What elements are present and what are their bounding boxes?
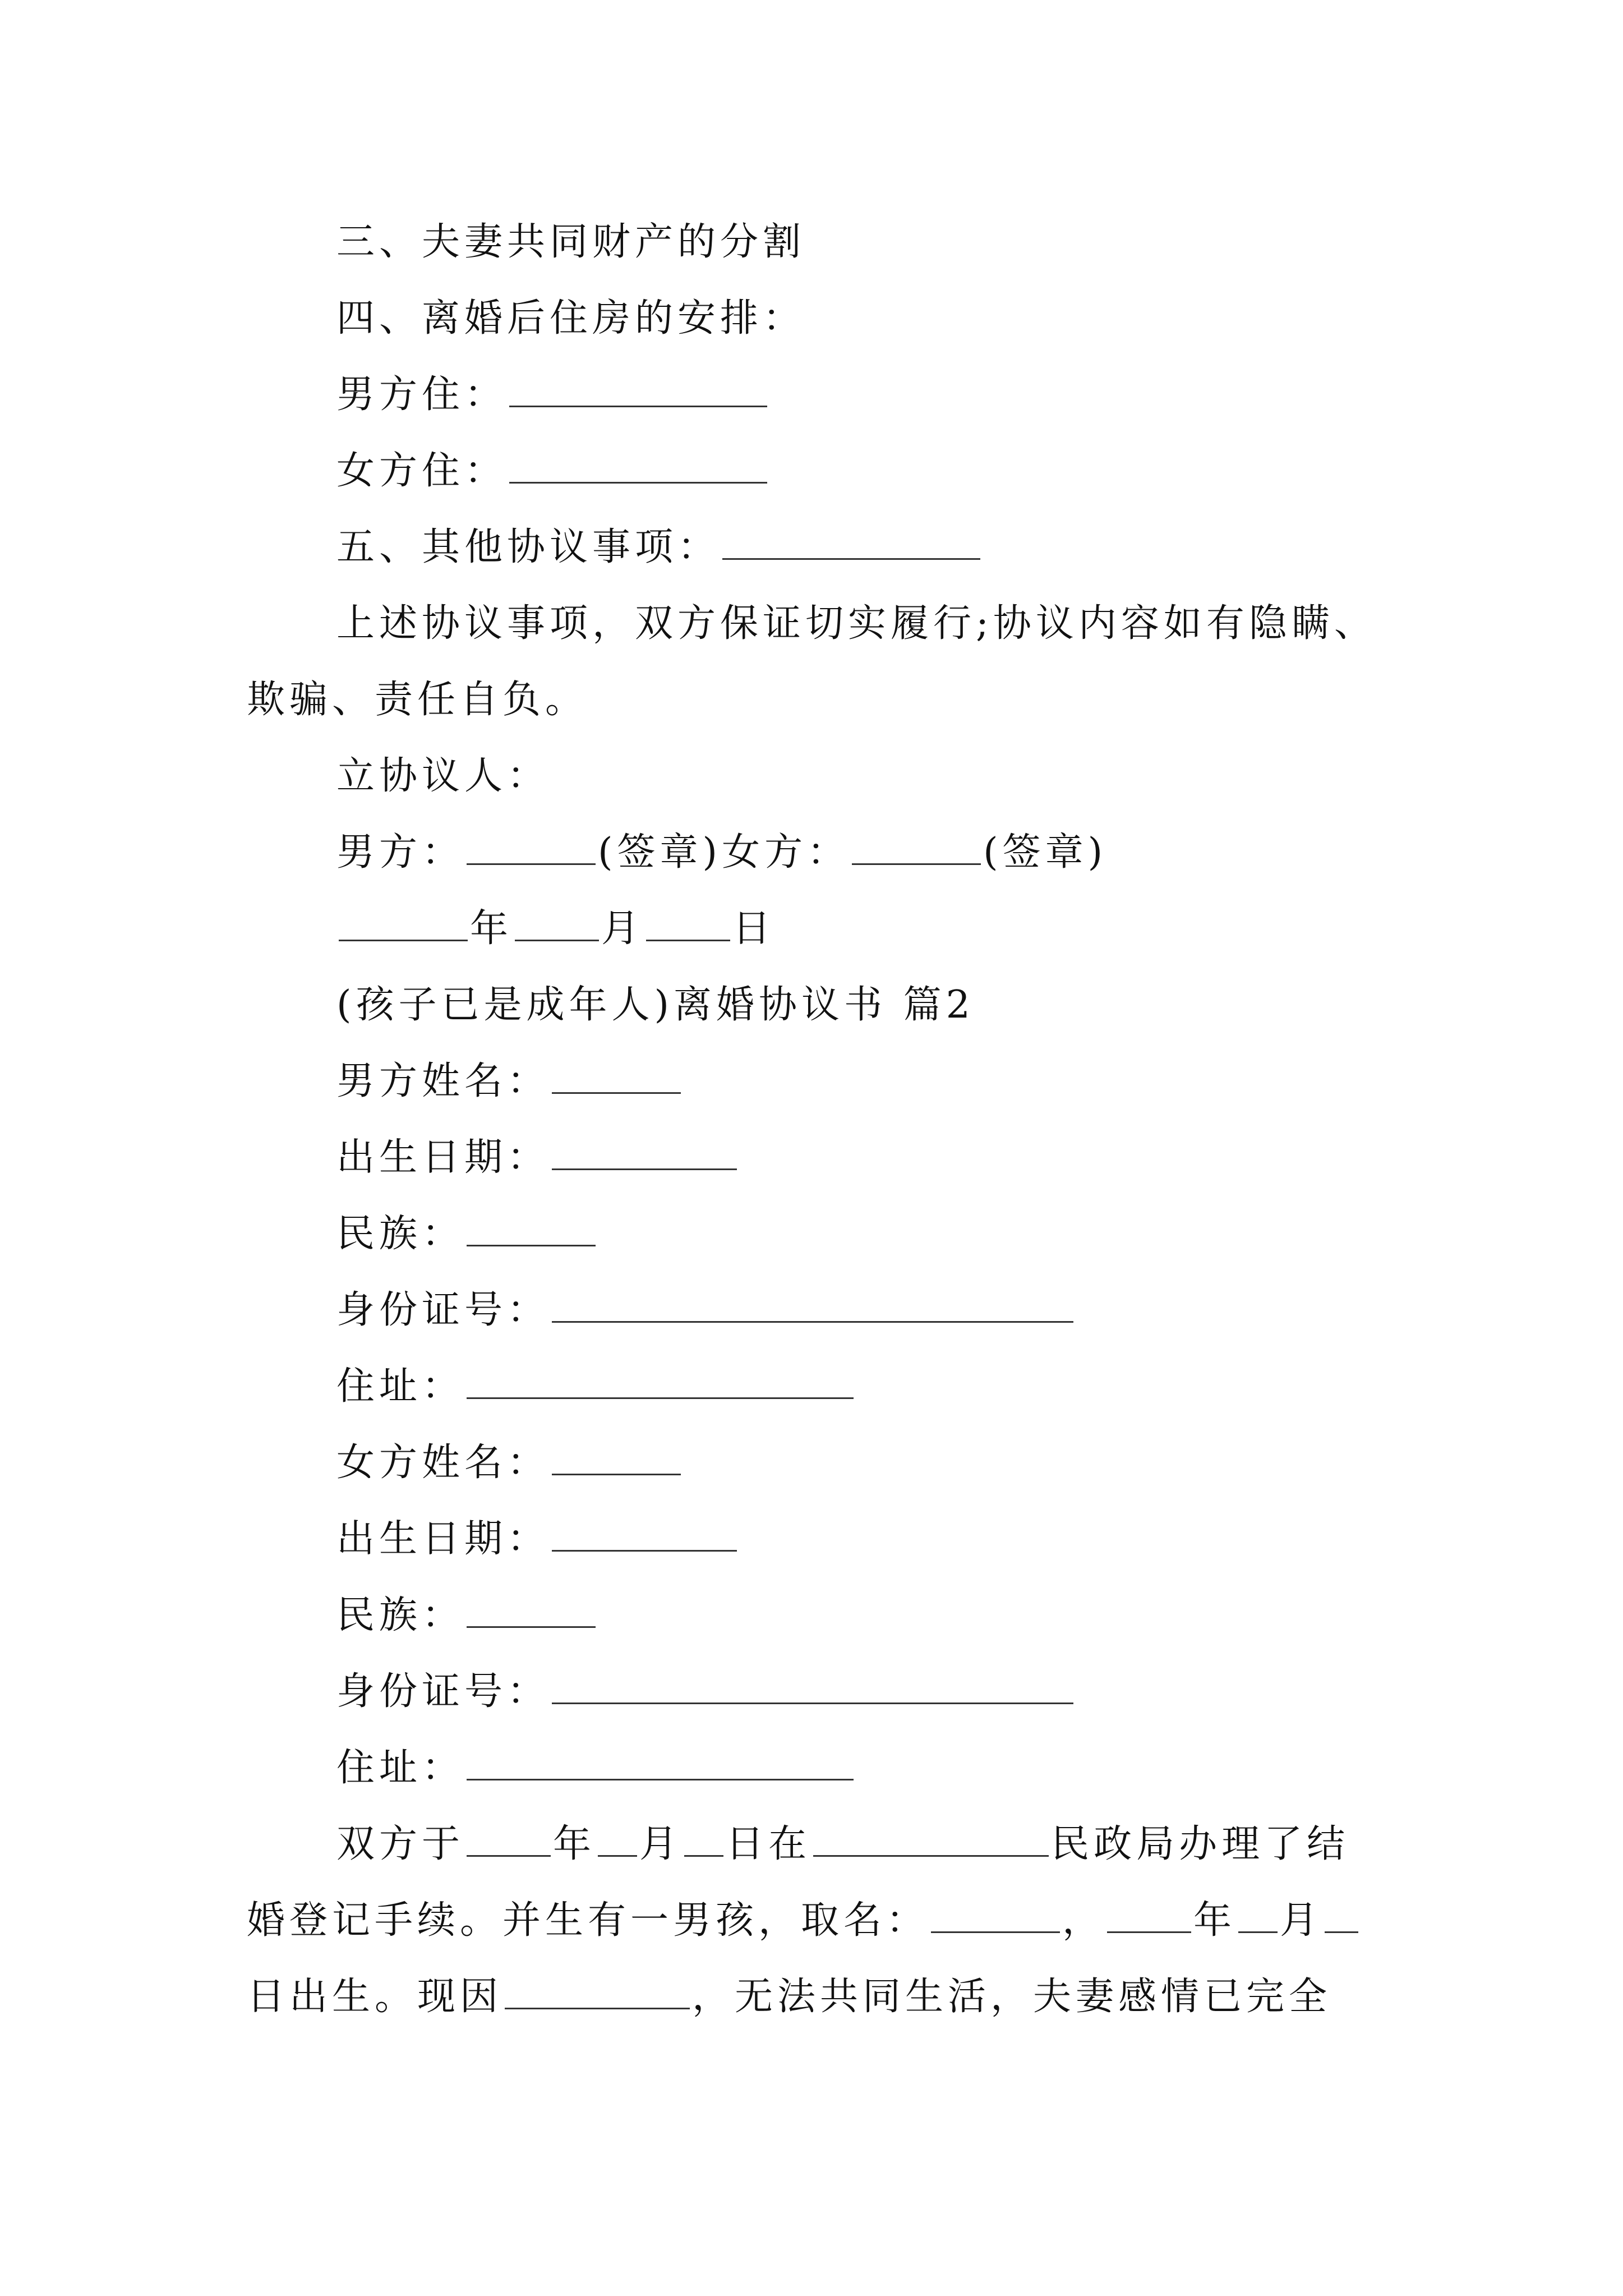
male-name-blank	[552, 1059, 681, 1094]
marriage-paragraph-line-2	[247, 1883, 1391, 1959]
text-l22b: 年	[553, 1822, 596, 1866]
male-residence-line	[336, 357, 1481, 433]
child-birth-day-blank	[1325, 1898, 1358, 1933]
male-signature-blank	[467, 830, 596, 865]
text-l17: 女方姓名：	[336, 1441, 550, 1485]
signature-line	[336, 815, 1481, 891]
female-ethnicity-line	[336, 1577, 1481, 1654]
female-address-blank	[467, 1745, 854, 1780]
male-ethnicity-blank	[467, 1211, 596, 1246]
agreement-2-title	[336, 967, 1481, 1043]
male-address-line	[336, 1349, 1481, 1425]
text-l15: 身份证号：	[336, 1288, 550, 1332]
text-l10a: 年	[470, 907, 513, 951]
text-l21: 住址：	[336, 1746, 465, 1790]
female-residence-blank	[509, 448, 767, 484]
male-birthdate-blank	[552, 1135, 737, 1170]
male-residence-blank	[509, 372, 767, 407]
female-residence-line	[336, 433, 1481, 509]
text-l9a: 男方：	[336, 830, 465, 875]
text-l22a: 双方于	[336, 1822, 465, 1866]
text-l6: 上述协议事项，双方保证切实履行;协议内容如有隐瞒、	[336, 601, 1377, 646]
text-l7: 欺骗、责任自负。	[247, 678, 588, 722]
text-l12: 男方姓名：	[336, 1059, 550, 1103]
male-address-blank	[467, 1364, 854, 1399]
text-l24a: 日出生。现因	[247, 1975, 503, 2019]
text-l16: 住址：	[336, 1364, 465, 1409]
text-l22e: 民政局办理了结	[1051, 1822, 1350, 1866]
child-birth-month-blank	[1238, 1898, 1278, 1933]
text-l9c: (签章)	[983, 830, 1108, 875]
text-l4: 女方住：	[336, 449, 508, 493]
child-birth-year-blank	[1107, 1898, 1191, 1933]
female-name-blank	[552, 1440, 681, 1475]
text-l10c: 日	[732, 907, 776, 951]
reason-blank	[505, 1974, 690, 2009]
civil-affairs-bureau-blank	[813, 1821, 1049, 1857]
guarantee-paragraph-line-1	[336, 586, 1481, 662]
child-name-blank	[931, 1898, 1060, 1933]
male-name-line	[336, 1043, 1481, 1120]
marriage-paragraph-line-3	[247, 1959, 1391, 2035]
text-l3: 男方住：	[336, 372, 508, 417]
marriage-day-blank	[684, 1821, 723, 1857]
text-l23d: 月	[1280, 1898, 1323, 1943]
marriage-year-blank	[467, 1821, 551, 1857]
text-l5: 五、其他协议事项：	[336, 525, 721, 569]
female-signature-blank	[852, 830, 981, 865]
female-id-line	[336, 1654, 1481, 1730]
text-l23c: 年	[1193, 1898, 1237, 1943]
female-name-line	[336, 1425, 1481, 1501]
text-l22d: 日在	[726, 1822, 811, 1866]
signatories-heading	[336, 738, 1481, 815]
text-l1: 三、夫妻共同财产的分割	[336, 220, 806, 264]
marriage-paragraph-line-1	[336, 1806, 1481, 1883]
male-id-line	[336, 1272, 1481, 1349]
male-ethnicity-line	[336, 1196, 1481, 1272]
guarantee-paragraph-line-2	[247, 662, 1391, 738]
text-l23b: ，	[1062, 1898, 1105, 1943]
text-l23a: 婚登记手续。并生有一男孩，取名：	[247, 1898, 929, 1943]
male-birthdate-line	[336, 1120, 1481, 1196]
female-birthdate-line	[336, 1501, 1481, 1577]
text-l22c: 月	[639, 1822, 683, 1866]
date-line	[336, 891, 1481, 967]
text-l24b: ，无法共同生活，夫妻感情已完全	[692, 1975, 1332, 2019]
section-3-heading	[336, 204, 1481, 280]
text-l9b: (签章)女方：	[598, 830, 850, 875]
text-l11: (孩子已是成年人)离婚协议书 篇2	[336, 983, 975, 1027]
text-l20: 身份证号：	[336, 1669, 550, 1714]
text-l10b: 月	[601, 907, 644, 951]
text-l18: 出生日期：	[336, 1517, 550, 1561]
day-blank	[646, 906, 730, 941]
text-l8: 立协议人：	[336, 754, 550, 798]
section-4-heading	[336, 280, 1481, 357]
month-blank	[515, 906, 599, 941]
male-id-blank	[552, 1287, 1073, 1323]
text-l14: 民族：	[336, 1212, 465, 1256]
female-address-line	[336, 1730, 1481, 1806]
female-id-blank	[552, 1669, 1073, 1704]
female-birthdate-blank	[552, 1516, 737, 1552]
text-l2: 四、离婚后住房的安排：	[336, 296, 806, 341]
year-blank	[339, 906, 468, 941]
other-matters-blank	[722, 524, 980, 560]
text-l19: 民族：	[336, 1593, 465, 1637]
marriage-month-blank	[598, 1821, 637, 1857]
female-ethnicity-blank	[467, 1593, 596, 1628]
text-l13: 出生日期：	[336, 1135, 550, 1180]
section-5-line	[336, 509, 1481, 586]
